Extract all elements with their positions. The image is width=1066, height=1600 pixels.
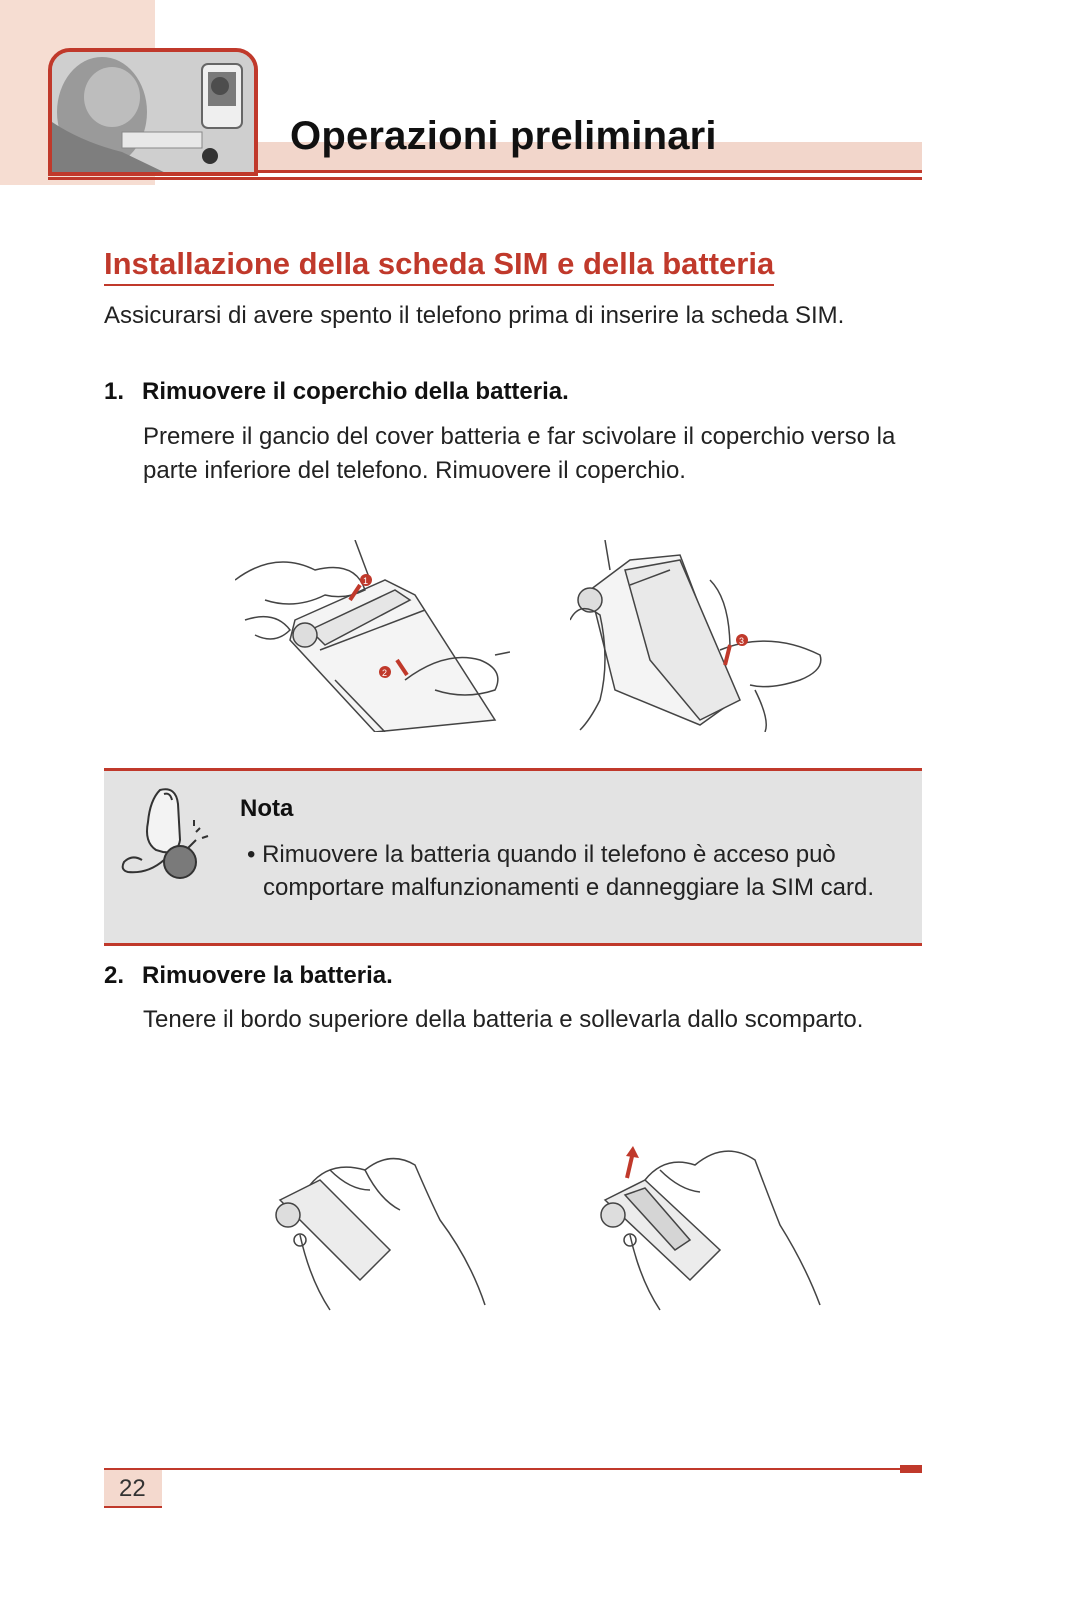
- footer-rule: [104, 1468, 900, 1470]
- step-1-body: Premere il gancio del cover batteria e far scivolare il coperchio verso la parte inferiore del telefono. Rimuovere il coperchio.: [143, 423, 896, 484]
- step-1-heading: Rimuovere il coperchio della batteria.: [142, 378, 569, 405]
- callout-2: 2: [382, 668, 388, 678]
- footer-accent-block: [900, 1465, 922, 1473]
- page-title: Operazioni preliminari: [290, 114, 717, 158]
- finger-bomb-icon: [118, 782, 218, 887]
- intro-text: Assicurarsi di avere spento il telefono prima di inserire la scheda SIM.: [104, 302, 845, 329]
- remove-cover-illustration-right: [570, 540, 830, 732]
- person-with-phone-photo-icon: [48, 48, 258, 176]
- callout-1: 1: [363, 576, 369, 586]
- step-1-number: 1.: [104, 378, 125, 405]
- remove-battery-illustration-left: [270, 1140, 490, 1315]
- section-title: Installazione della scheda SIM e della batteria: [104, 246, 774, 286]
- step-2-title: [104, 962, 393, 990]
- note-title: Nota: [240, 795, 294, 822]
- step-1-title: [104, 378, 569, 406]
- step-2-number: 2.: [104, 962, 125, 989]
- callout-3: 3: [739, 636, 745, 646]
- header-rule-secondary: [48, 177, 922, 180]
- remove-cover-illustration-left: [235, 540, 510, 732]
- step-2-body: Tenere il bordo superiore della batteria e sollevarla dallo scomparto.: [143, 1006, 864, 1033]
- note-text: • Rimuovere la batteria quando il telefono è acceso può comportare malfunzionamenti e danneggiare la SIM card.: [247, 841, 874, 901]
- step-2-heading: Rimuovere la batteria.: [142, 962, 393, 989]
- remove-battery-illustration-right: [595, 1140, 825, 1315]
- page-number: 22: [119, 1475, 146, 1502]
